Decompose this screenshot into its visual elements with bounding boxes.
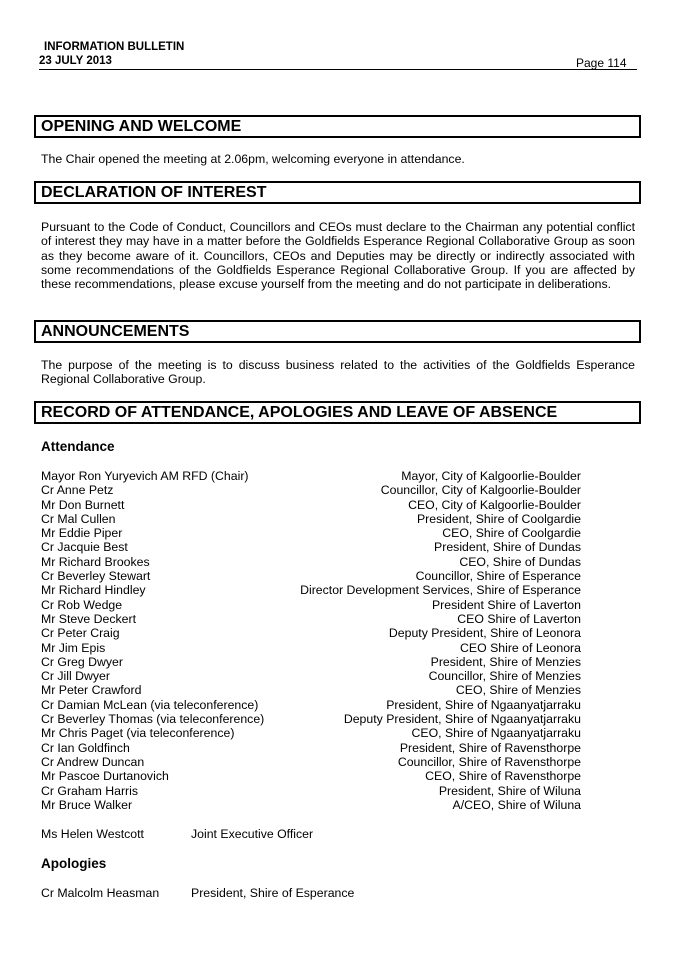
attendee-name: Mr Don Burnett [41, 497, 125, 512]
attendee-role: CEO, Shire of Dundas [459, 554, 581, 569]
attendee-role: CEO, Shire of Menzies [455, 683, 581, 698]
attendee-name: Cr Beverley Stewart [41, 569, 151, 584]
attendee-role: CEO, Shire of Coolgardie [442, 526, 581, 541]
attendee-name: Cr Graham Harris [41, 783, 139, 798]
attendee-role: CEO, Shire of Ngaanyatjarraku [411, 726, 581, 741]
attendee-name: Mr Jim Epis [41, 640, 106, 655]
attendee-row [41, 755, 581, 769]
attendee-name: Cr Peter Craig [41, 626, 120, 641]
attendee-name: Cr Jill Dwyer [41, 669, 110, 684]
attendee-row [41, 598, 581, 612]
attendee-row [41, 655, 581, 669]
officer-name: Ms Helen Westcott [41, 827, 144, 841]
attendee-role: Deputy President, Shire of Leonora [388, 626, 581, 641]
attendee-role: President, Shire of Ngaanyatjarraku [386, 697, 581, 712]
attendee-role: A/CEO, Shire of Wiluna [452, 797, 581, 812]
attendee-name: Mr Chris Paget (via teleconference) [41, 726, 235, 741]
attendee-name: Mr Richard Brookes [41, 554, 150, 569]
attendee-row [41, 669, 581, 683]
attendee-role: President Shire of Laverton [431, 597, 581, 612]
attendee-name: Cr Damian McLean (via teleconference) [41, 697, 259, 712]
attendee-name: Cr Anne Petz [41, 483, 114, 498]
attendee-role: President, Shire of Menzies [430, 654, 581, 669]
attendee-role: Councillor, City of Kalgoorlie-Boulder [380, 483, 581, 498]
attendee-row [41, 526, 581, 540]
attendee-row [41, 498, 581, 512]
announcements-paragraph: The purpose of the meeting is to discuss business related to the activities of the Goldfields Esperance Regional Collaborative Group. [41, 358, 635, 387]
apology-role: President, Shire of Esperance [191, 886, 355, 900]
attendee-row [41, 741, 581, 755]
section-heading-announcements: ANNOUNCEMENTS [34, 320, 641, 343]
attendee-role: Mayor, City of Kalgoorlie-Boulder [401, 469, 581, 483]
section-heading-attendance: RECORD OF ATTENDANCE, APOLOGIES AND LEAVE OF ABSENCE [34, 401, 641, 424]
attendee-row [41, 798, 581, 812]
section-heading-opening: OPENING AND WELCOME [34, 115, 641, 138]
attendee-role: CEO Shire of Laverton [457, 611, 581, 626]
attendee-name: Cr Ian Goldfinch [41, 740, 130, 755]
attendee-role: President, Shire of Coolgardie [416, 511, 581, 526]
header-page-number: Page 114 [576, 56, 627, 70]
attendee-name: Mr Steve Deckert [41, 611, 136, 626]
attendee-name: Cr Andrew Duncan [41, 754, 145, 769]
attendee-role: President, Shire of Ravensthorpe [399, 740, 581, 755]
attendee-row [41, 555, 581, 569]
opening-paragraph: The Chair opened the meeting at 2.06pm, welcoming everyone in attendance. [41, 152, 465, 166]
attendee-role: Councillor, Shire of Esperance [415, 569, 581, 584]
attendee-name: Cr Greg Dwyer [41, 654, 123, 669]
attendee-name: Mayor Ron Yuryevich AM RFD (Chair) [41, 469, 249, 483]
attendee-role: CEO, City of Kalgoorlie-Boulder [408, 497, 581, 512]
attendee-name: Mr Richard Hindley [41, 583, 146, 598]
attendee-role: President, Shire of Wiluna [438, 783, 581, 798]
attendance-subheading: Attendance [41, 439, 115, 454]
attendee-row [41, 769, 581, 783]
attendee-name: Cr Beverley Thomas (via teleconference) [41, 712, 265, 727]
apologies-subheading: Apologies [41, 856, 107, 871]
attendee-row [41, 540, 581, 554]
apology-name: Cr Malcolm Heasman [41, 886, 160, 900]
attendee-role: CEO Shire of Leonora [460, 640, 581, 655]
header-rule [39, 69, 637, 70]
header-date: 23 JULY 2013 [39, 55, 112, 67]
attendee-row [41, 698, 581, 712]
attendee-name: Mr Peter Crawford [41, 683, 142, 698]
attendee-name: Cr Jacquie Best [41, 540, 128, 555]
attendee-row [41, 612, 581, 626]
attendee-name: Mr Pascoe Durtanovich [41, 769, 169, 784]
header-bulletin-title: INFORMATION BULLETIN [44, 41, 185, 53]
attendee-name: Cr Mal Cullen [41, 511, 116, 526]
attendee-role: CEO, Shire of Ravensthorpe [425, 769, 581, 784]
declaration-paragraph: Pursuant to the Code of Conduct, Councillors and CEOs must declare to the Chairman any potential conflict of interest they may have in a matter before the Goldfields Esperance Regional Collaborative Group as soon as they become aware of it. Councillors, CEOs and Deputies may be directly or indirectly associated with some recommendations of the Goldfields Esperance Regional Collaborative Group. If you are affected by these recommendations, please excuse yourself from the meeting and do not participate in deliberations. [41, 220, 635, 292]
attendee-row [41, 726, 581, 740]
attendee-name: Mr Eddie Piper [41, 526, 123, 541]
attendee-row [41, 683, 581, 697]
attendee-row [41, 626, 581, 640]
attendee-row [41, 641, 581, 655]
attendee-row [41, 583, 581, 597]
attendee-role: Councillor, Shire of Menzies [428, 669, 581, 684]
officer-role: Joint Executive Officer [191, 827, 314, 841]
attendee-row [41, 512, 581, 526]
attendee-row [41, 483, 581, 497]
attendee-row [41, 469, 581, 483]
attendee-role: Director Development Services, Shire of Esperance [300, 583, 581, 598]
attendee-name: Mr Bruce Walker [41, 797, 133, 812]
attendee-name: Cr Rob Wedge [41, 597, 123, 612]
attendance-list [41, 469, 581, 812]
section-heading-declaration: DECLARATION OF INTEREST [34, 181, 641, 204]
attendee-role: President, Shire of Dundas [434, 540, 581, 555]
attendee-role: Deputy President, Shire of Ngaanyatjarraku [343, 712, 581, 727]
attendee-row [41, 784, 581, 798]
attendee-role: Councillor, Shire of Ravensthorpe [397, 754, 581, 769]
attendee-row [41, 712, 581, 726]
attendee-row [41, 569, 581, 583]
